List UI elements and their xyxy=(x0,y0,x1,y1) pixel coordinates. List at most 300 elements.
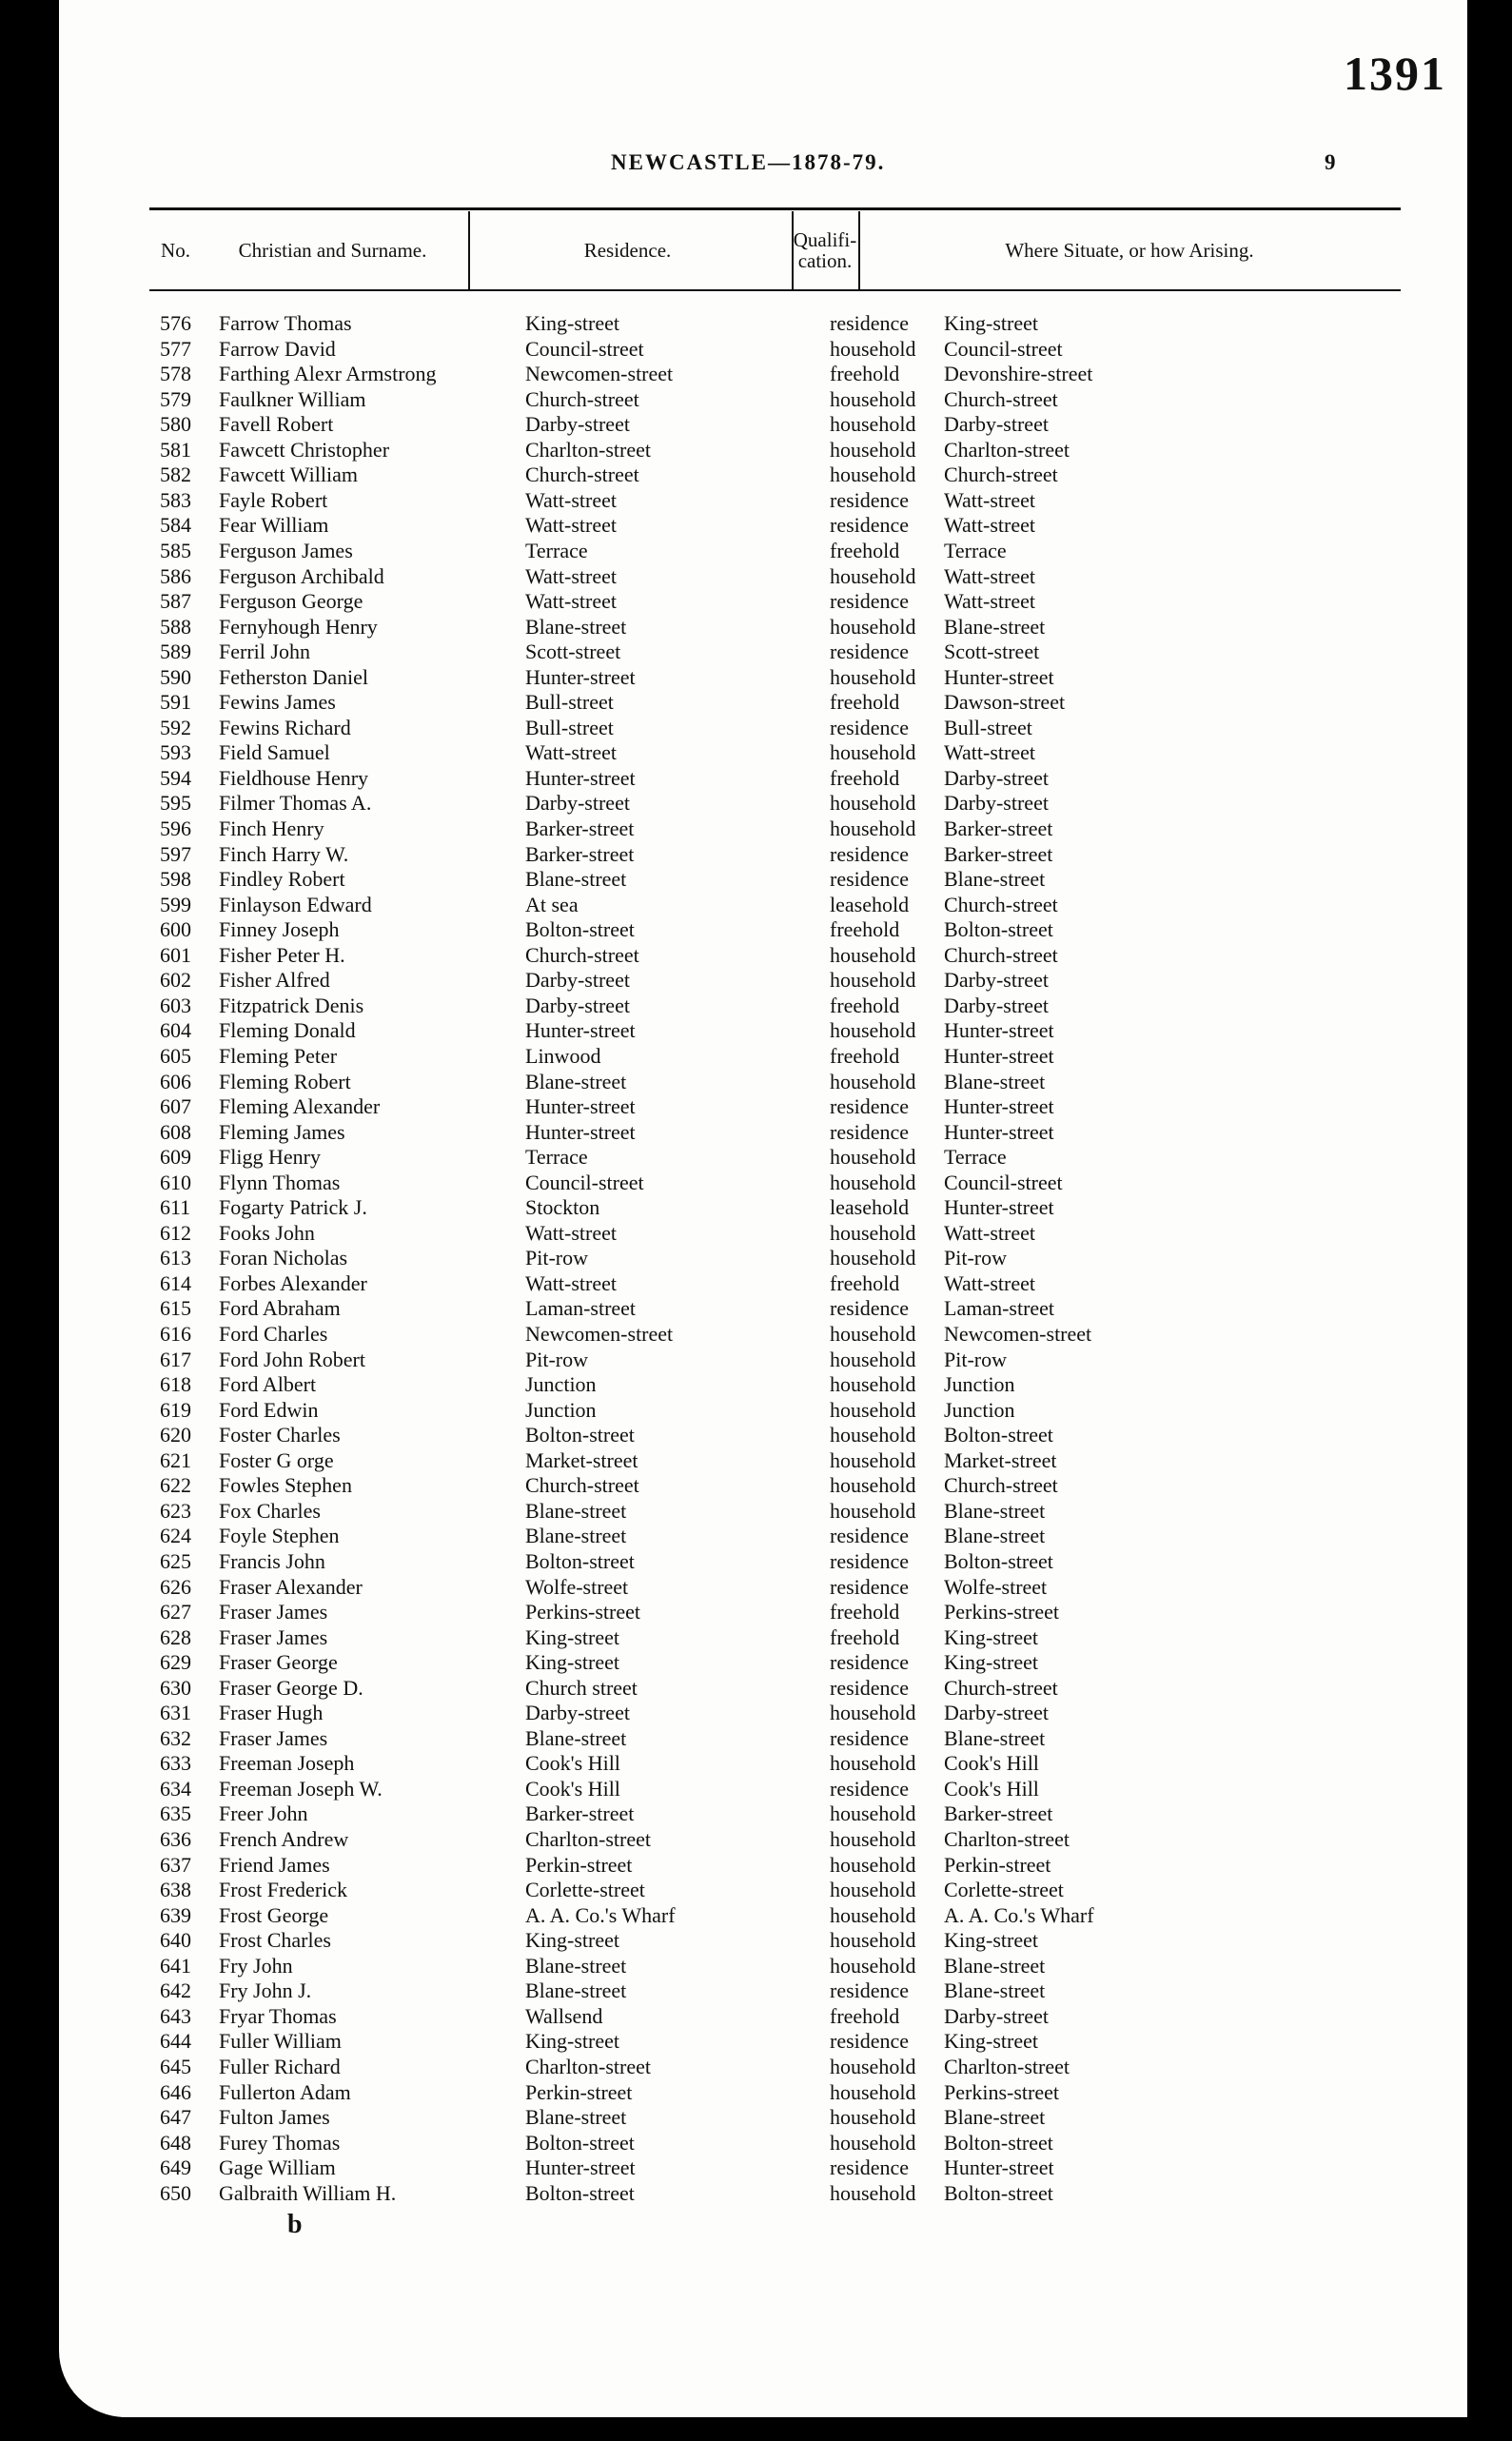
entry-name: Galbraith William H. xyxy=(219,2180,397,2205)
entry-number: 631 xyxy=(160,1701,191,1725)
entry-name: Foran Nicholas xyxy=(219,1246,348,1270)
entry-number: 613 xyxy=(160,1246,191,1270)
entry-number: 630 xyxy=(160,1675,191,1700)
entry-name: Finlayson Edward xyxy=(219,892,372,916)
entry-qualification: residence xyxy=(830,2156,910,2180)
entry-number: 599 xyxy=(160,892,191,916)
entry-number: 600 xyxy=(160,917,191,942)
entry-residence: A. A. Co.'s Wharf xyxy=(525,1902,676,1927)
entry-residence: Watt-street xyxy=(525,513,617,538)
entry-qualification: household xyxy=(830,1397,916,1422)
entry-residence: Council-street xyxy=(525,336,644,361)
entry-qualification: household xyxy=(830,2180,916,2205)
entry-where: Bolton-street xyxy=(944,2130,1053,2155)
entry-residence: Hunter-street xyxy=(525,2156,636,2180)
entry-where: Darby-street xyxy=(944,765,1049,790)
entry-where: Perkins-street xyxy=(944,2079,1059,2104)
entry-where: Church-street xyxy=(944,892,1058,916)
entry-where: Darby-street xyxy=(944,2003,1049,2028)
entry-number: 584 xyxy=(160,513,191,538)
col-divider xyxy=(792,211,794,289)
entry-number: 605 xyxy=(160,1043,191,1068)
entry-residence: Barker-street xyxy=(525,817,635,840)
entry-residence: Church-street xyxy=(525,1473,639,1498)
col-header-name: Christian and Surname. xyxy=(238,238,427,262)
entry-residence: King-street xyxy=(525,1928,619,1953)
entry-where: Dawson-street xyxy=(944,690,1066,715)
entry-qualification: residence xyxy=(830,1548,910,1573)
entry-name: Ferguson George xyxy=(219,589,363,614)
entry-qualification: residence xyxy=(830,1524,910,1548)
entry-name: Freeman Joseph W. xyxy=(219,1776,383,1801)
entry-number: 612 xyxy=(160,1220,191,1245)
entry-name: Fraser George xyxy=(219,1650,338,1675)
entry-name: Foster G orge xyxy=(219,1447,334,1472)
entry-qualification: residence xyxy=(830,1978,910,2003)
entry-qualification: household xyxy=(830,1902,916,1927)
col-divider xyxy=(468,211,470,289)
entry-residence: Charlton-street xyxy=(525,437,651,462)
entry-name: Fowles Stephen xyxy=(219,1473,352,1498)
entry-residence: King-street xyxy=(525,311,619,335)
entry-number: 577 xyxy=(160,336,191,361)
entry-number: 628 xyxy=(160,1624,191,1649)
entry-residence: Cook's Hill xyxy=(525,1751,620,1776)
entry-number: 596 xyxy=(160,817,191,840)
entry-qualification: household xyxy=(830,817,916,840)
entry-qualification: freehold xyxy=(830,538,900,562)
entry-name: Fraser James xyxy=(219,1624,328,1649)
entry-residence: Junction xyxy=(525,1372,597,1397)
scan-edge xyxy=(1493,0,1512,2441)
entry-name: Ferguson Archibald xyxy=(219,563,384,588)
entry-name: Frost Frederick xyxy=(219,1878,348,1902)
entry-number: 585 xyxy=(160,538,191,562)
entry-name: Filmer Thomas A. xyxy=(219,791,372,816)
entry-qualification: household xyxy=(830,386,916,411)
entry-where: Blane-street xyxy=(944,1524,1046,1548)
entry-qualification: residence xyxy=(830,1675,910,1700)
header-bottom-rule xyxy=(149,289,1401,291)
entry-number: 587 xyxy=(160,589,191,614)
entry-qualification: household xyxy=(830,1145,916,1170)
entry-name: Fleming Robert xyxy=(219,1069,351,1093)
entry-qualification: residence xyxy=(830,1094,910,1119)
entry-qualification: household xyxy=(830,412,916,437)
entry-where: Bolton-street xyxy=(944,1548,1053,1573)
entry-where: Church-street xyxy=(944,386,1058,411)
entry-name: Fawcett Christopher xyxy=(219,437,390,462)
entry-name: Fewins Richard xyxy=(219,715,351,739)
col-header-where: Where Situate, or how Arising. xyxy=(1005,238,1254,262)
entry-where: Blane-street xyxy=(944,1498,1046,1523)
entry-where: Bolton-street xyxy=(944,917,1053,942)
entry-name: Field Samuel xyxy=(219,740,330,765)
entry-number: 581 xyxy=(160,437,191,462)
entry-qualification: residence xyxy=(830,715,910,739)
entry-qualification: leasehold xyxy=(830,892,910,916)
entry-residence: Laman-street xyxy=(525,1296,637,1321)
entry-qualification: household xyxy=(830,942,916,967)
entry-name: Fayle Robert xyxy=(219,487,328,512)
entry-name: Finch Henry xyxy=(219,817,324,840)
entry-where: Wolfe-street xyxy=(944,1574,1048,1599)
entry-name: Fry John xyxy=(219,1953,293,1978)
entry-number: 588 xyxy=(160,614,191,639)
entry-residence: Bull-street xyxy=(525,715,614,739)
entry-where: Blane-street xyxy=(944,2105,1046,2130)
entry-number: 579 xyxy=(160,386,191,411)
entry-where: Laman-street xyxy=(944,1296,1055,1321)
col-header-residence: Residence. xyxy=(583,238,672,262)
entry-residence: Hunter-street xyxy=(525,765,636,790)
entry-where: Council-street xyxy=(944,336,1063,361)
entry-residence: Cook's Hill xyxy=(525,1776,620,1801)
entry-residence: Wolfe-street xyxy=(525,1574,629,1599)
running-head: NEWCASTLE—1878-79. xyxy=(611,150,886,174)
entry-where: Blane-street xyxy=(944,614,1046,639)
entry-residence: Blane-street xyxy=(525,1978,627,2003)
page-number: 1391 xyxy=(1344,47,1446,100)
entry-qualification: household xyxy=(830,1372,916,1397)
entry-name: Frost George xyxy=(219,1902,329,1927)
entry-number: 611 xyxy=(160,1195,191,1220)
entry-qualification: residence xyxy=(830,1650,910,1675)
entry-where: Watt-street xyxy=(944,563,1035,588)
entry-number: 610 xyxy=(160,1170,191,1194)
entry-residence: Watt-street xyxy=(525,1220,617,1245)
entry-where: Bull-street xyxy=(944,715,1032,739)
entry-name: Fuller Richard xyxy=(219,2054,341,2078)
entry-residence: Junction xyxy=(525,1397,597,1422)
entry-where: King-street xyxy=(944,1624,1038,1649)
entry-where: Blane-street xyxy=(944,1978,1046,2003)
entry-number: 618 xyxy=(160,1372,191,1397)
entry-number: 644 xyxy=(160,2029,191,2054)
entry-where: Barker-street xyxy=(944,817,1053,840)
entry-where: Bolton-street xyxy=(944,2180,1053,2205)
entry-number: 607 xyxy=(160,1094,191,1119)
entry-number: 583 xyxy=(160,487,191,512)
entry-residence: Terrace xyxy=(525,1145,588,1170)
entry-number: 623 xyxy=(160,1498,191,1523)
entry-residence: Bolton-street xyxy=(525,1548,635,1573)
entry-residence: Blane-street xyxy=(525,1524,627,1548)
entry-number: 586 xyxy=(160,563,191,588)
entry-name: Fulton James xyxy=(219,2105,330,2130)
entry-number: 633 xyxy=(160,1751,191,1776)
entry-residence: At sea xyxy=(525,892,579,916)
entry-qualification: residence xyxy=(830,2029,910,2054)
entry-residence: Perkins-street xyxy=(525,1600,640,1624)
entry-name: Ford Albert xyxy=(219,1372,317,1397)
entry-residence: Watt-street xyxy=(525,589,617,614)
entry-residence: Terrace xyxy=(525,538,588,562)
entry-number: 595 xyxy=(160,791,191,816)
entry-where: Church-street xyxy=(944,1675,1058,1700)
entry-qualification: freehold xyxy=(830,1270,900,1295)
col-header-qualification: Qualifi- cation. xyxy=(793,227,857,272)
entry-residence: Darby-street xyxy=(525,791,630,816)
entry-qualification: residence xyxy=(830,1119,910,1144)
entry-name: Ferril John xyxy=(219,640,310,664)
entry-number: 622 xyxy=(160,1473,191,1498)
entry-name: Ford John Robert xyxy=(219,1347,365,1371)
entry-name: Fogarty Patrick J. xyxy=(219,1195,367,1220)
entry-where: Charlton-street xyxy=(944,1827,1070,1851)
entry-qualification: leasehold xyxy=(830,1195,910,1220)
entry-residence: Council-street xyxy=(525,1170,644,1194)
entry-residence: Bolton-street xyxy=(525,917,635,942)
entry-number: 589 xyxy=(160,640,191,664)
entry-residence: Charlton-street xyxy=(525,2054,651,2078)
entry-qualification: residence xyxy=(830,589,910,614)
entry-number: 614 xyxy=(160,1270,191,1295)
entry-name: Fisher Alfred xyxy=(219,968,330,993)
entry-where: Bolton-street xyxy=(944,1423,1053,1447)
entry-where: Charlton-street xyxy=(944,2054,1070,2078)
entry-where: Terrace xyxy=(944,538,1007,562)
entry-qualification: household xyxy=(830,1953,916,1978)
entry-number: 582 xyxy=(160,463,191,487)
entry-number: 601 xyxy=(160,942,191,967)
entry-qualification: household xyxy=(830,1701,916,1725)
entry-residence: Bolton-street xyxy=(525,1423,635,1447)
entry-where: Hunter-street xyxy=(944,1043,1054,1068)
entry-qualification: household xyxy=(830,1170,916,1194)
entry-name: Frost Charles xyxy=(219,1928,331,1953)
entry-where: Charlton-street xyxy=(944,437,1070,462)
entry-number: 578 xyxy=(160,362,191,386)
entry-number: 592 xyxy=(160,715,191,739)
entry-where: Market-street xyxy=(944,1447,1057,1472)
entry-residence: Wallsend xyxy=(525,2003,603,2028)
entry-qualification: household xyxy=(830,563,916,588)
entry-residence: Darby-street xyxy=(525,993,630,1017)
entry-qualification: household xyxy=(830,1347,916,1371)
entry-residence: Perkin-street xyxy=(525,1852,633,1877)
entry-qualification: residence xyxy=(830,1296,910,1321)
entry-residence: Church-street xyxy=(525,463,639,487)
signature-mark: b xyxy=(287,2210,303,2239)
entry-qualification: household xyxy=(830,1928,916,1953)
entry-qualification: freehold xyxy=(830,2003,900,2028)
entry-name: Fryar Thomas xyxy=(219,2003,337,2028)
entry-name: Fox Charles xyxy=(219,1498,321,1523)
entry-name: Fullerton Adam xyxy=(219,2079,351,2104)
entry-where: Corlette-street xyxy=(944,1878,1064,1902)
entry-number: 642 xyxy=(160,1978,191,2003)
entry-name: Favell Robert xyxy=(219,412,334,437)
entry-number: 650 xyxy=(160,2180,191,2205)
entry-where: Blane-street xyxy=(944,1953,1046,1978)
entry-number: 580 xyxy=(160,412,191,437)
entry-name: Fraser Hugh xyxy=(219,1701,324,1725)
entry-number: 576 xyxy=(160,311,191,335)
entry-number: 639 xyxy=(160,1902,191,1927)
entry-number: 635 xyxy=(160,1801,191,1826)
entry-where: Scott-street xyxy=(944,640,1040,664)
entry-number: 590 xyxy=(160,664,191,689)
entry-where: Darby-street xyxy=(944,412,1049,437)
entry-number: 615 xyxy=(160,1296,191,1321)
entry-residence: Newcomen-street xyxy=(525,1322,674,1346)
entry-where: Darby-street xyxy=(944,1701,1049,1725)
entry-qualification: residence xyxy=(830,1776,910,1801)
entry-residence: Charlton-street xyxy=(525,1827,651,1851)
entry-where: Council-street xyxy=(944,1170,1063,1194)
entry-residence: King-street xyxy=(525,2029,619,2054)
entry-residence: Pit-row xyxy=(525,1246,588,1270)
entry-qualification: household xyxy=(830,1852,916,1877)
entry-residence: Watt-street xyxy=(525,487,617,512)
entry-qualification: freehold xyxy=(830,917,900,942)
entry-residence: Blane-street xyxy=(525,1953,627,1978)
entry-number: 602 xyxy=(160,968,191,993)
entry-number: 621 xyxy=(160,1447,191,1472)
entry-residence: Pit-row xyxy=(525,1347,588,1371)
entry-number: 606 xyxy=(160,1069,191,1093)
entry-residence: Blane-street xyxy=(525,867,627,892)
header-top-rule xyxy=(149,207,1401,210)
entry-name: Fuller William xyxy=(219,2029,342,2054)
entry-where: Blane-street xyxy=(944,1725,1046,1750)
entry-name: Fitzpatrick Denis xyxy=(219,993,364,1017)
entry-name: Freer John xyxy=(219,1801,308,1826)
entry-where: King-street xyxy=(944,2029,1038,2054)
entry-qualification: household xyxy=(830,1069,916,1093)
entry-number: 634 xyxy=(160,1776,191,1801)
entry-residence: Perkin-street xyxy=(525,2079,633,2104)
entry-residence: Hunter-street xyxy=(525,1094,636,1119)
entry-name: Fisher Peter H. xyxy=(219,942,345,967)
entry-qualification: household xyxy=(830,2054,916,2078)
entry-where: Watt-street xyxy=(944,487,1035,512)
entry-where: Pit-row xyxy=(944,1347,1007,1371)
entry-qualification: household xyxy=(830,437,916,462)
entry-name: Friend James xyxy=(219,1852,330,1877)
entry-residence: Blane-street xyxy=(525,2105,627,2130)
entry-residence: Darby-street xyxy=(525,1701,630,1725)
entry-residence: Bolton-street xyxy=(525,2180,635,2205)
entry-where: Junction xyxy=(944,1372,1015,1397)
entry-number: 608 xyxy=(160,1119,191,1144)
entry-where: Newcomen-street xyxy=(944,1322,1092,1346)
entry-qualification: freehold xyxy=(830,1043,900,1068)
entry-name: Findley Robert xyxy=(219,867,345,892)
entry-number: 593 xyxy=(160,740,191,765)
entry-residence: Blane-street xyxy=(525,1069,627,1093)
entry-qualification: household xyxy=(830,740,916,765)
entry-qualification: household xyxy=(830,336,916,361)
entry-residence: Stockton xyxy=(525,1195,600,1220)
entry-where: King-street xyxy=(944,311,1038,335)
entry-qualification: household xyxy=(830,1322,916,1346)
entry-residence: Blane-street xyxy=(525,1498,627,1523)
entry-name: Freeman Joseph xyxy=(219,1751,355,1776)
entry-qualification: residence xyxy=(830,487,910,512)
entry-where: Terrace xyxy=(944,1145,1007,1170)
entry-name: Fleming Alexander xyxy=(219,1094,381,1119)
entry-name: Faulkner William xyxy=(219,386,366,411)
entry-name: Fraser Alexander xyxy=(219,1574,363,1599)
entry-name: Farrow David xyxy=(219,336,336,361)
entry-qualification: residence xyxy=(830,1725,910,1750)
entry-number: 632 xyxy=(160,1725,191,1750)
entry-where: Watt-street xyxy=(944,740,1035,765)
entry-qualification: freehold xyxy=(830,993,900,1017)
entry-residence: Hunter-street xyxy=(525,664,636,689)
entry-name: Finney Joseph xyxy=(219,917,340,942)
entry-where: Watt-street xyxy=(944,589,1035,614)
entry-residence: Hunter-street xyxy=(525,1018,636,1043)
entry-qualification: household xyxy=(830,614,916,639)
entry-name: French Andrew xyxy=(219,1827,349,1851)
entry-where: Hunter-street xyxy=(944,1195,1054,1220)
entry-residence: Newcomen-street xyxy=(525,362,674,386)
entry-name: Fraser James xyxy=(219,1725,328,1750)
entry-qualification: household xyxy=(830,1801,916,1826)
col-divider xyxy=(858,211,860,289)
entry-name: Ferguson James xyxy=(219,538,353,562)
entry-residence: Church-street xyxy=(525,942,639,967)
entry-residence: Bolton-street xyxy=(525,2130,635,2155)
entry-where: Darby-street xyxy=(944,791,1049,816)
entry-name: Ford Edwin xyxy=(219,1397,319,1422)
entry-name: Forbes Alexander xyxy=(219,1270,367,1295)
entry-qualification: household xyxy=(830,1423,916,1447)
entry-residence: Blane-street xyxy=(525,614,627,639)
entry-where: Perkin-street xyxy=(944,1852,1051,1877)
entry-qualification: freehold xyxy=(830,362,900,386)
entry-name: Francis John xyxy=(219,1548,325,1573)
entry-where: Church-street xyxy=(944,463,1058,487)
entry-where: Hunter-street xyxy=(944,664,1054,689)
entry-residence: Barker-street xyxy=(525,841,635,866)
entry-where: Barker-street xyxy=(944,1801,1053,1826)
entry-qualification: household xyxy=(830,1473,916,1498)
entry-name: Flynn Thomas xyxy=(219,1170,341,1194)
entry-name: Fernyhough Henry xyxy=(219,614,378,639)
entry-where: Pit-row xyxy=(944,1246,1007,1270)
entry-name: Furey Thomas xyxy=(219,2130,341,2155)
entry-number: 641 xyxy=(160,1953,191,1978)
entry-residence: Linwood xyxy=(525,1043,601,1068)
entry-qualification: household xyxy=(830,664,916,689)
entry-where: Devonshire-street xyxy=(944,362,1093,386)
entry-qualification: household xyxy=(830,1447,916,1472)
entry-name: Fawcett William xyxy=(219,463,358,487)
entry-where: Hunter-street xyxy=(944,1018,1054,1043)
entry-residence: Barker-street xyxy=(525,1801,635,1826)
entry-number: 629 xyxy=(160,1650,191,1675)
entry-where: Perkins-street xyxy=(944,1600,1059,1624)
entry-where: Darby-street xyxy=(944,993,1049,1017)
entry-qualification: household xyxy=(830,1751,916,1776)
entry-name: Fraser George D. xyxy=(219,1675,363,1700)
entry-residence: Watt-street xyxy=(525,740,617,765)
entry-number: 627 xyxy=(160,1600,191,1624)
entry-where: Junction xyxy=(944,1397,1015,1422)
entry-qualification: household xyxy=(830,791,916,816)
entry-number: 617 xyxy=(160,1347,191,1371)
entry-number: 625 xyxy=(160,1548,191,1573)
entry-qualification: household xyxy=(830,463,916,487)
entry-qualification: freehold xyxy=(830,1624,900,1649)
entry-name: Finch Harry W. xyxy=(219,841,349,866)
entry-name: Fleming Donald xyxy=(219,1018,356,1043)
entry-qualification: residence xyxy=(830,311,910,335)
